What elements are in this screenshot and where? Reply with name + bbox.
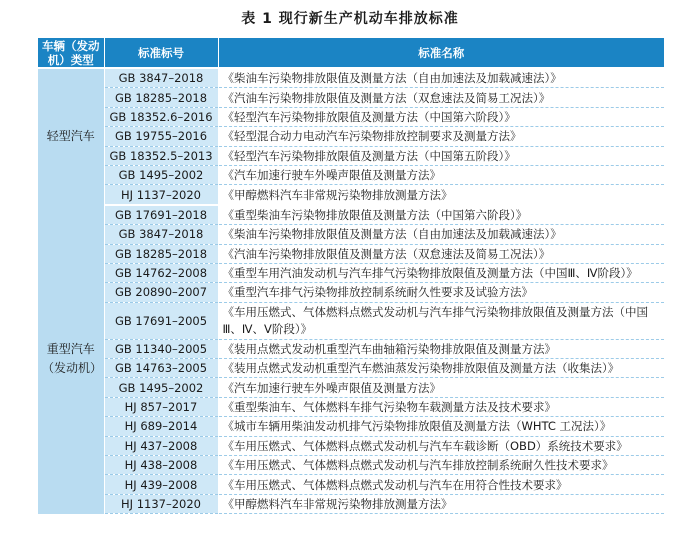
table-row [38,436,664,455]
table-row [38,359,664,378]
standard-name: 《轻型混合动力电动汽车污染物排放控制要求及测量方法》 [218,127,664,146]
standard-code: HJ 1137–2020 [104,185,218,205]
standard-name: 《车用压燃式、气体燃料点燃式发动机与汽车排放控制系统耐久性技术要求》 [218,456,664,475]
standard-code: HJ 437–2008 [104,436,218,455]
standard-name: 《柴油车污染物排放限值及测量方法（自由加速法及加载减速法）》 [218,68,664,88]
table-row [38,127,664,146]
table-row [38,378,664,397]
standard-code: GB 17691–2018 [104,205,218,225]
table-row [38,165,664,184]
standard-name: 《汽车加速行驶车外噪声限值及测量方法》 [218,378,664,397]
standard-name: 《甲醇燃料汽车非常规污染物排放测量方法》 [218,494,664,513]
table-row [38,146,664,165]
table-row [38,185,664,205]
table-row [38,205,664,225]
standard-code: HJ 438–2008 [104,456,218,475]
standard-code: GB 18352.5–2013 [104,146,218,165]
header-category: 车辆（发动机）类型 [38,38,104,68]
standard-name: 《汽油车污染物排放限值及测量方法（双怠速法及简易工况法）》 [218,88,664,107]
table-row [38,107,664,126]
standard-name: 《重型柴油车污染物排放限值及测量方法（中国第六阶段）》 [218,205,664,225]
standard-name: 《轻型汽车污染物排放限值及测量方法（中国第五阶段）》 [218,146,664,165]
table-row [38,68,664,88]
table-row [38,475,664,494]
standard-code: GB 11340–2005 [104,339,218,358]
standard-code: GB 3847–2018 [104,68,218,88]
standard-name: 《汽车加速行驶车外噪声限值及测量方法》 [218,165,664,184]
standard-code: HJ 857–2017 [104,397,218,416]
standard-name: 《柴油车污染物排放限值及测量方法（自由加速法及加载减速法）》 [218,225,664,244]
table-row [38,302,664,339]
standard-code: HJ 1137–2020 [104,494,218,513]
standard-code: GB 20890–2007 [104,283,218,302]
standard-code: GB 14763–2005 [104,359,218,378]
group-light-vehicles [38,68,664,205]
standard-name: 《重型车用汽油发动机与汽车排气污染物排放限值及测量方法（中国Ⅲ、Ⅳ阶段）》 [218,263,664,282]
standard-name: 《轻型汽车污染物排放限值及测量方法（中国第六阶段）》 [218,107,664,126]
table-row [38,283,664,302]
standard-code: GB 19755–2016 [104,127,218,146]
standard-name: 《装用点燃式发动机重型汽车燃油蒸发污染物排放限值及测量方法（收集法）》 [218,359,664,378]
standard-name: 《重型柴油车、气体燃料车排气污染物车载测量方法及技术要求》 [218,397,664,416]
standards-table [38,38,664,514]
group-heavy-vehicles [38,205,664,514]
standard-code: GB 14762–2008 [104,263,218,282]
table-row [38,397,664,416]
table-title: 表 1 现行新生产机动车排放标准 [241,11,459,27]
standard-name: 《车用压燃式、气体燃料点燃式发动机与汽车在用符合性技术要求》 [218,475,664,494]
standard-code: GB 18285–2018 [104,88,218,107]
standard-name: 《装用点燃式发动机重型汽车曲轴箱污染物排放限值及测量方法》 [218,339,664,358]
header-name: 标准名称 [218,38,664,68]
standard-name: 《汽油车污染物排放限值及测量方法（双怠速法及简易工况法）》 [218,244,664,263]
standard-code: GB 1495–2002 [104,378,218,397]
standard-code: HJ 689–2014 [104,417,218,436]
standard-name: 《甲醇燃料汽车非常规污染物排放测量方法》 [218,185,664,205]
standard-name: 《城市车辆用柴油发动机排气污染物排放限值及测量方法（WHTC 工况法）》 [218,417,664,436]
table-row [38,456,664,475]
standard-code: HJ 439–2008 [104,475,218,494]
table-row [38,244,664,263]
header-code: 标准标号 [104,38,218,68]
table-row [38,417,664,436]
table-row [38,88,664,107]
standard-code: GB 18352.6–2016 [104,107,218,126]
table-row [38,494,664,513]
category-cell: 轻型汽车 [38,68,104,205]
category-cell: 重型汽车（发动机） [38,205,104,514]
standard-code: GB 17691–2005 [104,302,218,339]
table-row [38,225,664,244]
standard-code: GB 3847–2018 [104,225,218,244]
table-row [38,263,664,282]
standard-name: 《车用压燃式、气体燃料点燃式发动机与汽车排气污染物排放限值及测量方法（中国Ⅲ、Ⅳ、Ⅴ阶段）》 [218,302,664,339]
table-row [38,339,664,358]
standard-name: 《车用压燃式、气体燃料点燃式发动机与汽车车载诊断（OBD）系统技术要求》 [218,436,664,455]
standard-code: GB 18285–2018 [104,244,218,263]
standard-name: 《重型汽车排气污染物排放控制系统耐久性要求及试验方法》 [218,283,664,302]
table-header [38,38,664,68]
standard-code: GB 1495–2002 [104,165,218,184]
